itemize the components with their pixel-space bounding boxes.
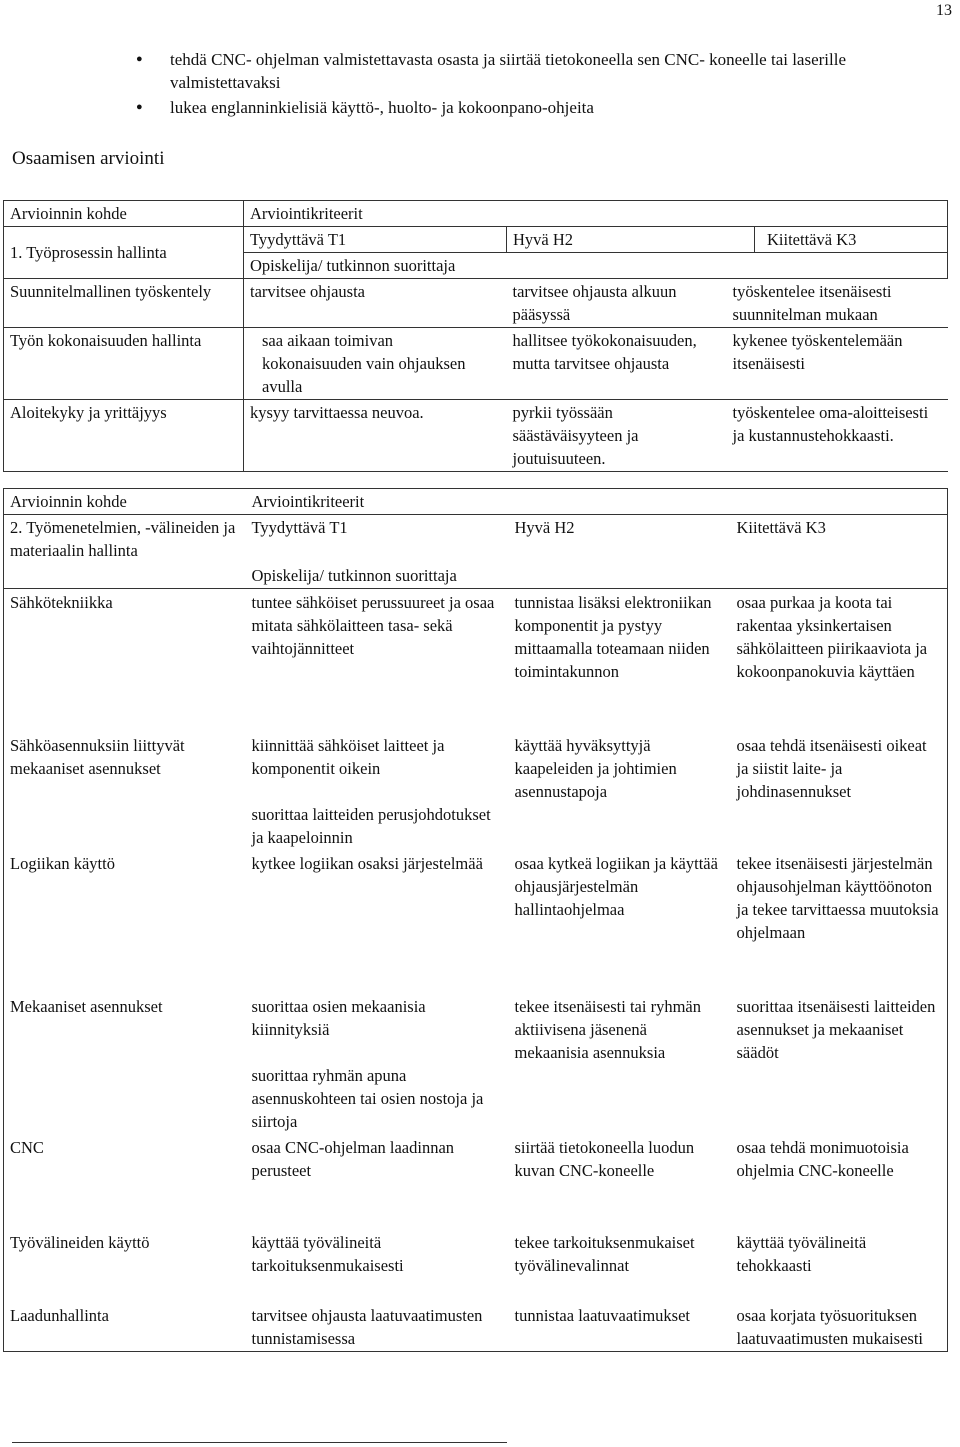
row-h2: hallitsee työkokonaisuuden, mutta tarvitsee ohjausta	[507, 328, 727, 400]
assessment-table-1	[3, 200, 948, 472]
subject-label: Opiskelija/ tutkinnon suorittaja	[244, 253, 948, 279]
table-row	[4, 732, 948, 850]
row-t1: kytkee logiikan osaksi järjestelmää	[251, 854, 483, 873]
row-t1: tarvitsee ohjausta	[244, 279, 507, 328]
grade-h2: Hyvä H2	[514, 518, 575, 537]
grade-h2: Hyvä H2	[507, 227, 755, 252]
page-number: 13	[936, 2, 952, 19]
row-t1: tuntee sähköiset perussuureet ja osaa mitata sähkölaitteen tasa- sekä vaihtojännitteet	[251, 593, 495, 658]
header-target: Arvioinnin kohde	[4, 489, 246, 515]
row-k3: käyttää työvälineitä tehokkaasti	[736, 1233, 867, 1275]
row-h2: tekee itsenäisesti tai ryhmän aktiivisena jäsenenä mekaanisia asennuksia	[514, 997, 701, 1062]
row-h2: tunnistaa laatuvaatimukset	[514, 1306, 690, 1325]
bullet-item: ● lukea englanninkielisiä käyttö-, huolto- ja kokoonpano-ohjeita	[148, 96, 928, 119]
grade-k3: Kiitettävä K3	[736, 518, 826, 537]
table-row	[4, 589, 948, 733]
row-label: Laadunhallinta	[10, 1306, 109, 1325]
assessment-table-2	[3, 488, 948, 1352]
table-row	[4, 279, 948, 328]
table-row	[4, 1229, 948, 1302]
row-t1: kysyy tarvittaessa neuvoa.	[244, 400, 507, 472]
row-k3: osaa tehdä itsenäisesti oikeat ja siistit laite- ja johdinasennukset	[736, 736, 927, 801]
row-t1: osaa CNC-ohjelman laadinnan perusteet	[251, 1138, 455, 1180]
row-k3: kykenee työskentelemään itsenäisesti	[727, 328, 948, 400]
area-title: 2. Työmenetelmien, -välineiden ja materiaalin hallinta	[4, 515, 246, 589]
table-row	[4, 993, 948, 1134]
bullet-list	[148, 48, 928, 121]
grade-k3: Kiitettävä K3	[767, 230, 857, 249]
table-row	[4, 400, 948, 472]
grade-t1: Tyydyttävä T1	[251, 518, 348, 537]
header-criteria: Arviointikriteerit	[244, 201, 948, 227]
row-t1: kiinnittää sähköiset laitteet ja komponentit oikein	[251, 736, 445, 778]
grade-t1: Tyydyttävä T1	[244, 227, 507, 253]
row-k3: suorittaa itsenäisesti laitteiden asennukset ja mekaaniset säädöt	[736, 997, 936, 1062]
row-label: Työvälineiden käyttö	[10, 1233, 150, 1252]
bullet-item: ● tehdä CNC- ohjelman valmistettavasta osasta ja siirtää tietokoneella sen CNC- koneelle tai laserille valmistettavaksi	[148, 48, 928, 94]
row-label: Sähkötekniikka	[10, 593, 113, 612]
table-row	[4, 1134, 948, 1229]
row-t1-extra: suorittaa laitteiden perusjohdotukset ja kaapeloinnin	[251, 805, 491, 847]
table-row	[4, 1302, 948, 1352]
row-label: Mekaaniset asennukset	[10, 997, 163, 1016]
row-t1: tarvitsee ohjausta laatuvaatimusten tunnistamisessa	[251, 1306, 483, 1348]
row-h2: tunnistaa lisäksi elektroniikan komponentit ja pystyy mittaamalla toteamaan niiden toimintakunnon	[514, 593, 712, 681]
section-title: Osaamisen arviointi	[12, 148, 165, 169]
row-label: Aloitekyky ja yrittäjyys	[4, 400, 244, 472]
row-label: Sähköasennuksiin liittyvät mekaaniset asennukset	[10, 736, 185, 778]
header-target: Arvioinnin kohde	[4, 201, 244, 227]
area-title: 1. Työprosessin hallinta	[4, 227, 244, 279]
row-t1: käyttää työvälineitä tarkoituksenmukaisesti	[251, 1233, 404, 1275]
table-row	[4, 328, 948, 400]
row-label: Logiikan käyttö	[10, 854, 115, 873]
row-k3: osaa tehdä monimuotoisia ohjelmia CNC-koneelle	[736, 1138, 909, 1180]
row-k3: tekee itsenäisesti järjestelmän ohjausohjelman käyttöönoton ja tekee tarvittaessa muutoksia ohjelmaan	[736, 854, 939, 942]
footnote-separator	[12, 1442, 507, 1443]
row-t1: saa aikaan toimivan kokonaisuuden vain ohjauksen avulla	[244, 328, 507, 400]
row-k3: työskentelee oma-aloitteisesti ja kustannustehokkaasti.	[727, 400, 948, 472]
table-row	[4, 850, 948, 993]
row-k3: osaa korjata työsuorituksen laatuvaatimusten mukaisesti	[736, 1306, 923, 1348]
row-h2: käyttää hyväksyttyjä kaapeleiden ja johtimien asennustapoja	[514, 736, 677, 801]
header-criteria: Arviointikriteerit	[246, 489, 948, 515]
row-h2: tekee tarkoituksenmukaiset työvälinevalinnat	[514, 1233, 695, 1275]
row-label: Työn kokonaisuuden hallinta	[4, 328, 244, 400]
row-k3: työskentelee itsenäisesti suunnitelman mukaan	[727, 279, 948, 328]
row-h2: siirtää tietokoneella luodun kuvan CNC-koneelle	[514, 1138, 695, 1180]
row-label: CNC	[10, 1138, 44, 1157]
row-h2: osaa kytkeä logiikan ja käyttää ohjausjärjestelmän hallintaohjelmaa	[514, 854, 718, 919]
row-t1: suorittaa osien mekaanisia kiinnityksiä	[251, 997, 426, 1039]
subject-label: Opiskelija/ tutkinnon suorittaja	[246, 563, 948, 589]
row-k3: osaa purkaa ja koota tai rakentaa yksinkertaisen sähkölaitteen piirikaaviota ja kokoonpanokuvia käyttäen	[736, 593, 928, 681]
row-h2: tarvitsee ohjausta alkuun pääsyssä	[507, 279, 727, 328]
row-h2: pyrkii työssään säästäväisyyteen ja joutuisuuteen.	[507, 400, 727, 472]
row-t1-extra: suorittaa ryhmän apuna asennuskohteen tai osien nostoja ja siirtoja	[251, 1066, 484, 1131]
row-label: Suunnitelmallinen työskentely	[4, 279, 244, 328]
